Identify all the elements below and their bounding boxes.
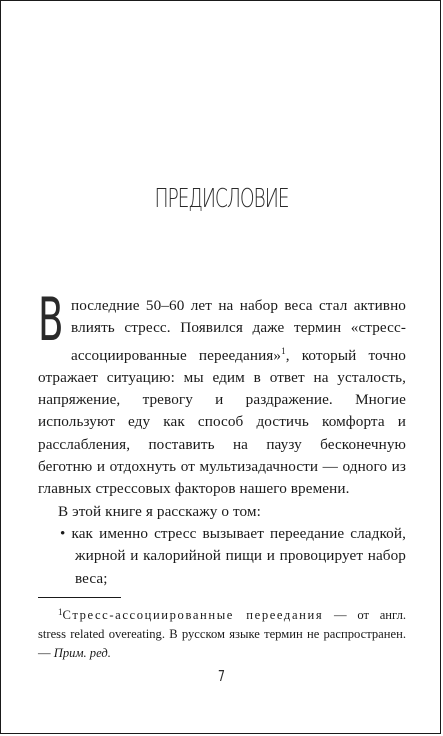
footnote-mark: 1 (58, 607, 63, 617)
list-item: • как именно стресс вызывает переедание сладкой, жирной и калорийной пищи и провоцирует набор веса; (60, 524, 406, 587)
footnote (38, 603, 406, 663)
page-number: 7 (217, 667, 226, 685)
footnote-reference[interactable]: 1 (281, 345, 286, 356)
footnote-editor-note: Прим. ред. (53, 646, 111, 660)
drop-cap: В (38, 285, 64, 355)
paragraph-1-text-a: последние 50–60 лет на набор веса стал активно влиять стресс. Появился даже термин «стресс-ассоциированные переедания» (71, 297, 406, 364)
footnote-divider (38, 597, 121, 598)
footnote-text: — от англ. stress related overeating. В русском языке термин не распространен. — (38, 608, 406, 660)
paragraph-1 (38, 285, 406, 501)
footnote-term: Стресс-ассоциированные переедания (62, 608, 324, 622)
chapter-heading: ПРЕДИСЛОВИЕ (154, 184, 289, 214)
paragraph-1-text-b: , который точно отражает ситуацию: мы едим в ответ на усталость, напряжение, тревогу и раздражение. Многие используют еду как способ достичь комфорта и расслабления, поставить на паузу бесконечную беготню и отдохнуть от мультизадачности — одного из главных стрессовых факторов нашего времени. (38, 346, 406, 498)
paragraph-2: В этой книге я расскажу о том: (58, 502, 261, 520)
body-text (38, 285, 406, 590)
